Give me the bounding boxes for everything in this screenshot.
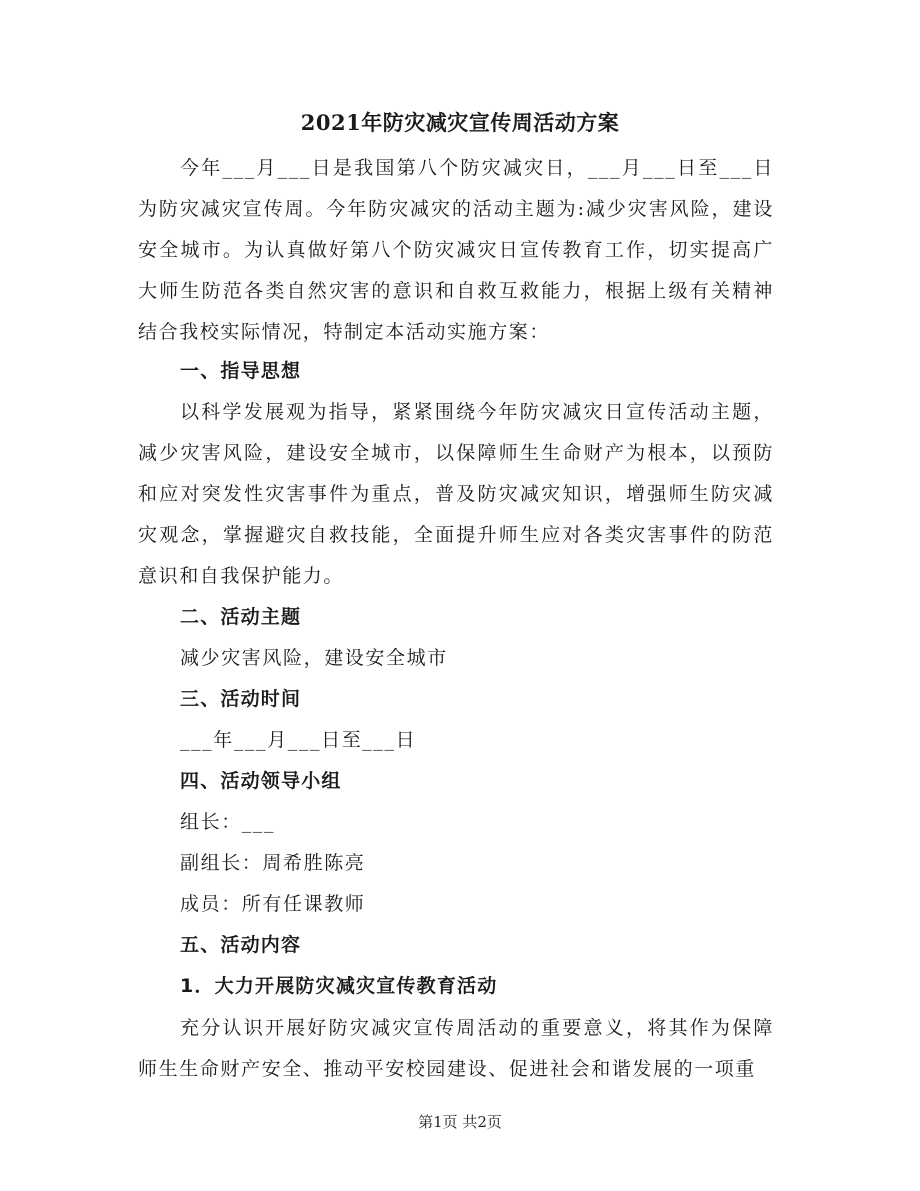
- members-line: 成员：所有任课教师: [180, 893, 366, 915]
- intro-paragraph: 今年___月___日是我国第八个防灾减灾日，___月___日至___日为防灾减灾宣传周。今年防灾减灾的活动主题为:减少灾害风险，建设安全城市。为认真做好第八个防灾减灾日宣传教育工作，切实提高广大师生防范各类自然灾害的意识和自救互救能力，根据上级有关精神结合我校实际情况，特制定本活动实施方案：: [138, 157, 774, 343]
- section-heading-guiding-thought: 一、指导思想: [180, 360, 302, 382]
- subsection1-paragraph-block: [138, 1008, 774, 1090]
- subsection1-paragraph: 充分认识开展好防灾减灾宣传周活动的重要意义，将其作为保障师生生命财产安全、推动平安校园建设、促进社会和谐发展的一项重: [138, 1017, 774, 1080]
- activity-theme-text: 减少灾害风险，建设安全城市: [180, 647, 448, 669]
- intro-paragraph-block: [138, 148, 774, 353]
- page-indicator: 第1页 共2页: [418, 1113, 502, 1131]
- document-title: 2021年防灾减灾宣传周活动方案: [300, 110, 620, 135]
- group-leader-line: 组长：___: [180, 811, 276, 833]
- deputy-leader-line: 副组长：周希胜陈亮: [180, 852, 366, 874]
- section1-paragraph: 以科学发展观为指导，紧紧围绕今年防灾减灾日宣传活动主题，减少灾害风险，建设安全城市，以保障师生生命财产为根本，以预防和应对突发性灾害事件为重点，普及防灾减灾知识，增强师生防灾减灾观念，掌握避灾自救技能，全面提升师生应对各类灾害事件的防范意识和自我保护能力。: [138, 401, 774, 587]
- section-heading-activity-time: 三、活动时间: [180, 688, 302, 710]
- section-heading-leadership-group: 四、活动领导小组: [180, 770, 342, 792]
- subsection-heading-publicity: 1．大力开展防灾减灾宣传教育活动: [180, 975, 498, 997]
- section-heading-activity-content: 五、活动内容: [180, 934, 302, 956]
- section1-paragraph-block: [138, 392, 774, 597]
- section-heading-activity-theme: 二、活动主题: [180, 606, 302, 628]
- activity-time-text: ___年___月___日至___日: [180, 729, 417, 751]
